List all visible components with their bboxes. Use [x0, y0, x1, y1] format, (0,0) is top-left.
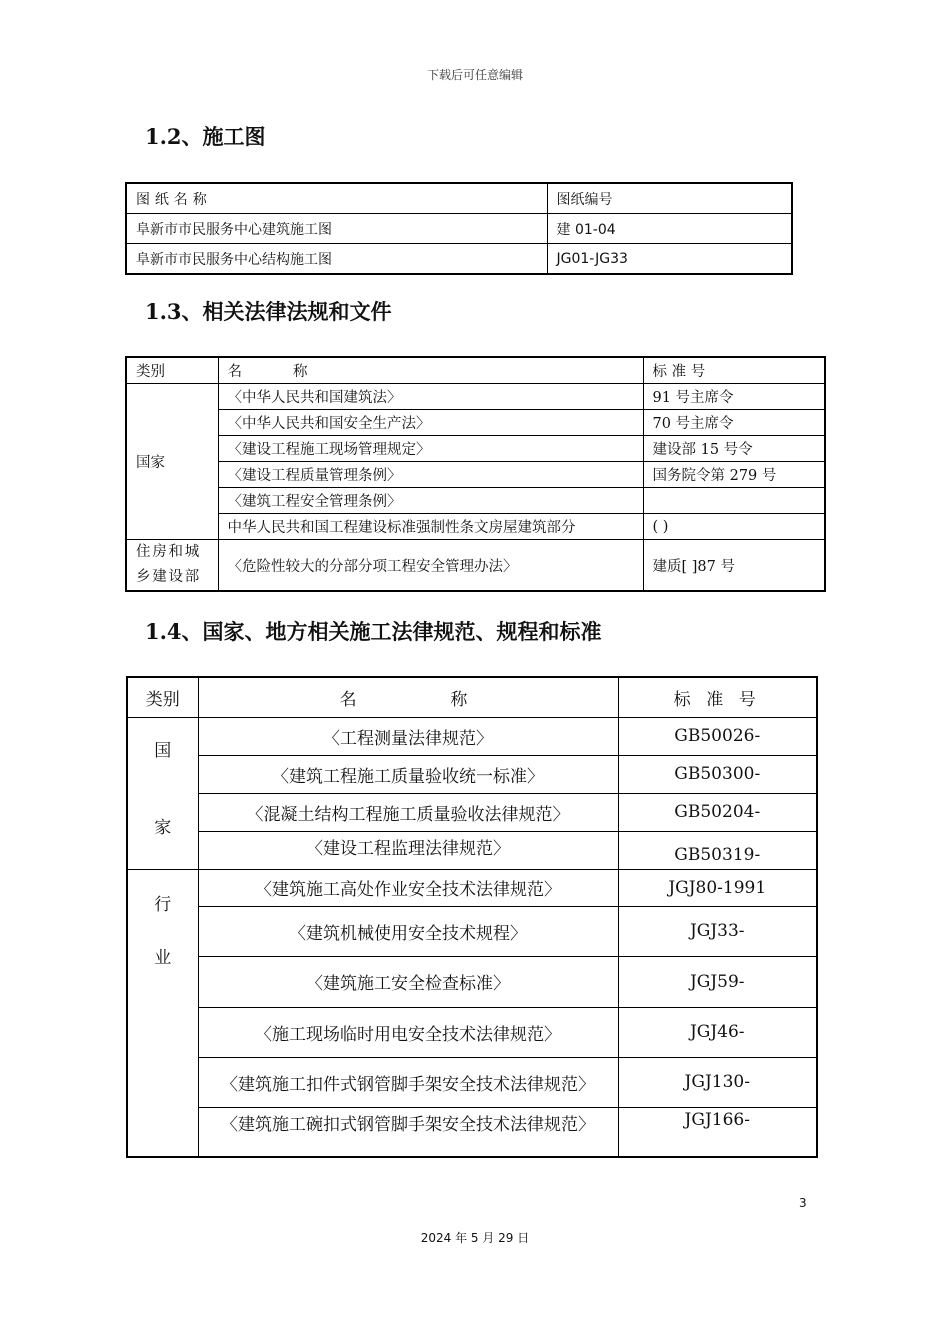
law-standard: 建质[ ]87 号: [643, 540, 825, 592]
category-char: 国: [154, 740, 172, 761]
law-name: 中华人民共和国工程建设标准强制性条文房屋建筑部分: [218, 514, 643, 540]
column-header: 名 称: [218, 357, 643, 384]
table-row: [126, 436, 825, 462]
header-note: 下载后可任意编辑: [426, 68, 523, 82]
standard-name: 〈建筑机械使用安全技术规程〉: [198, 906, 618, 956]
section-title-1-3: 1.3、相关法律法规和文件: [145, 299, 392, 324]
column-header: 类别: [127, 677, 198, 717]
column-header: 名 称: [198, 677, 618, 717]
standard-code: JGJ33-: [618, 906, 817, 956]
law-name: 〈建筑工程安全管理条例〉: [218, 488, 643, 514]
category-char: 行: [154, 894, 172, 915]
law-standard: 70 号主席令: [643, 410, 825, 436]
table-row: [127, 869, 817, 906]
standard-name: 〈建筑施工碗扣式钢管脚手架安全技术法律规范〉: [198, 1107, 618, 1157]
standard-name: 〈建筑施工扣件式钢管脚手架安全技术法律规范〉: [198, 1057, 618, 1107]
table-row: [127, 717, 817, 755]
standards-table: [126, 676, 818, 1158]
drawing-number: JG01-JG33: [547, 244, 792, 275]
table-header-row: [126, 357, 825, 384]
table-row: [126, 462, 825, 488]
drawing-name: 阜新市市民服务中心结构施工图: [126, 244, 547, 275]
standard-name: 〈施工现场临时用电安全技术法律规范〉: [198, 1007, 618, 1057]
standard-code: GB50319-: [618, 831, 817, 869]
category-char: 家: [154, 817, 172, 838]
standard-name: 〈建筑施工高处作业安全技术法律规范〉: [198, 869, 618, 906]
column-header: 标 准 号: [618, 677, 817, 717]
category-cell: [127, 717, 198, 869]
standard-code: GB50300-: [618, 755, 817, 793]
drawings-table: [125, 182, 793, 275]
column-header: 图纸名称: [126, 183, 547, 214]
table-row: [126, 244, 792, 275]
table-row: [126, 214, 792, 244]
category-char: 业: [154, 947, 172, 968]
standard-name: 〈建设工程监理法律规范〉: [198, 831, 618, 869]
table-header-row: [127, 677, 817, 717]
law-standard: 建设部 15 号令: [643, 436, 825, 462]
law-standard: ( ): [643, 514, 825, 540]
standard-code: GB50026-: [618, 717, 817, 755]
standard-code: JGJ46-: [618, 1007, 817, 1057]
law-standard: [643, 488, 825, 514]
column-header: 标 准 号: [643, 357, 825, 384]
table-row: [127, 755, 817, 793]
category-line: 住房和城: [136, 544, 201, 560]
table-row: [127, 956, 817, 1007]
law-name: 〈建设工程质量管理条例〉: [218, 462, 643, 488]
category-cell: [127, 869, 198, 1157]
law-name: 〈中华人民共和国建筑法〉: [218, 384, 643, 410]
table-row: [127, 831, 817, 869]
table-row: [127, 793, 817, 831]
law-name: 〈中华人民共和国安全生产法〉: [218, 410, 643, 436]
table-row: [126, 488, 825, 514]
column-header: 类别: [126, 357, 218, 384]
page-number: 3: [799, 1196, 807, 1210]
table-row: [127, 906, 817, 956]
law-name: 〈建设工程施工现场管理规定〉: [218, 436, 643, 462]
law-standard: 国务院令第 279 号: [643, 462, 825, 488]
standard-name: 〈建筑施工安全检查标准〉: [198, 956, 618, 1007]
law-standard: 91 号主席令: [643, 384, 825, 410]
law-name: 〈危险性较大的分部分项工程安全管理办法〉: [218, 540, 643, 592]
category-cell: [126, 540, 218, 592]
drawing-name: 阜新市市民服务中心建筑施工图: [126, 214, 547, 244]
standard-code: JGJ59-: [618, 956, 817, 1007]
column-header: 图纸编号: [547, 183, 792, 214]
laws-table: [125, 356, 826, 592]
table-row: [126, 384, 825, 410]
standard-code: JGJ80-1991: [618, 869, 817, 906]
footer-date: 2024 年 5 月 29 日: [420, 1231, 530, 1245]
standard-name: 〈建筑工程施工质量验收统一标准〉: [198, 755, 618, 793]
table-row: [127, 1107, 817, 1157]
category-line: 乡建设部: [136, 569, 201, 585]
table-row: [126, 540, 825, 592]
standard-name: 〈混凝土结构工程施工质量验收法律规范〉: [198, 793, 618, 831]
table-row: [126, 410, 825, 436]
section-title-1-4: 1.4、国家、地方相关施工法律规范、规程和标准: [145, 619, 602, 644]
standard-code: GB50204-: [618, 793, 817, 831]
table-row: [127, 1007, 817, 1057]
section-title-1-2: 1.2、施工图: [145, 124, 266, 149]
table-row: [126, 514, 825, 540]
drawing-number: 建 01-04: [547, 214, 792, 244]
standard-name: 〈工程测量法律规范〉: [198, 717, 618, 755]
standard-code: JGJ166-: [618, 1107, 817, 1157]
table-header-row: [126, 183, 792, 214]
standard-code: JGJ130-: [618, 1057, 817, 1107]
table-row: [127, 1057, 817, 1107]
category-cell: 国家: [126, 384, 218, 540]
